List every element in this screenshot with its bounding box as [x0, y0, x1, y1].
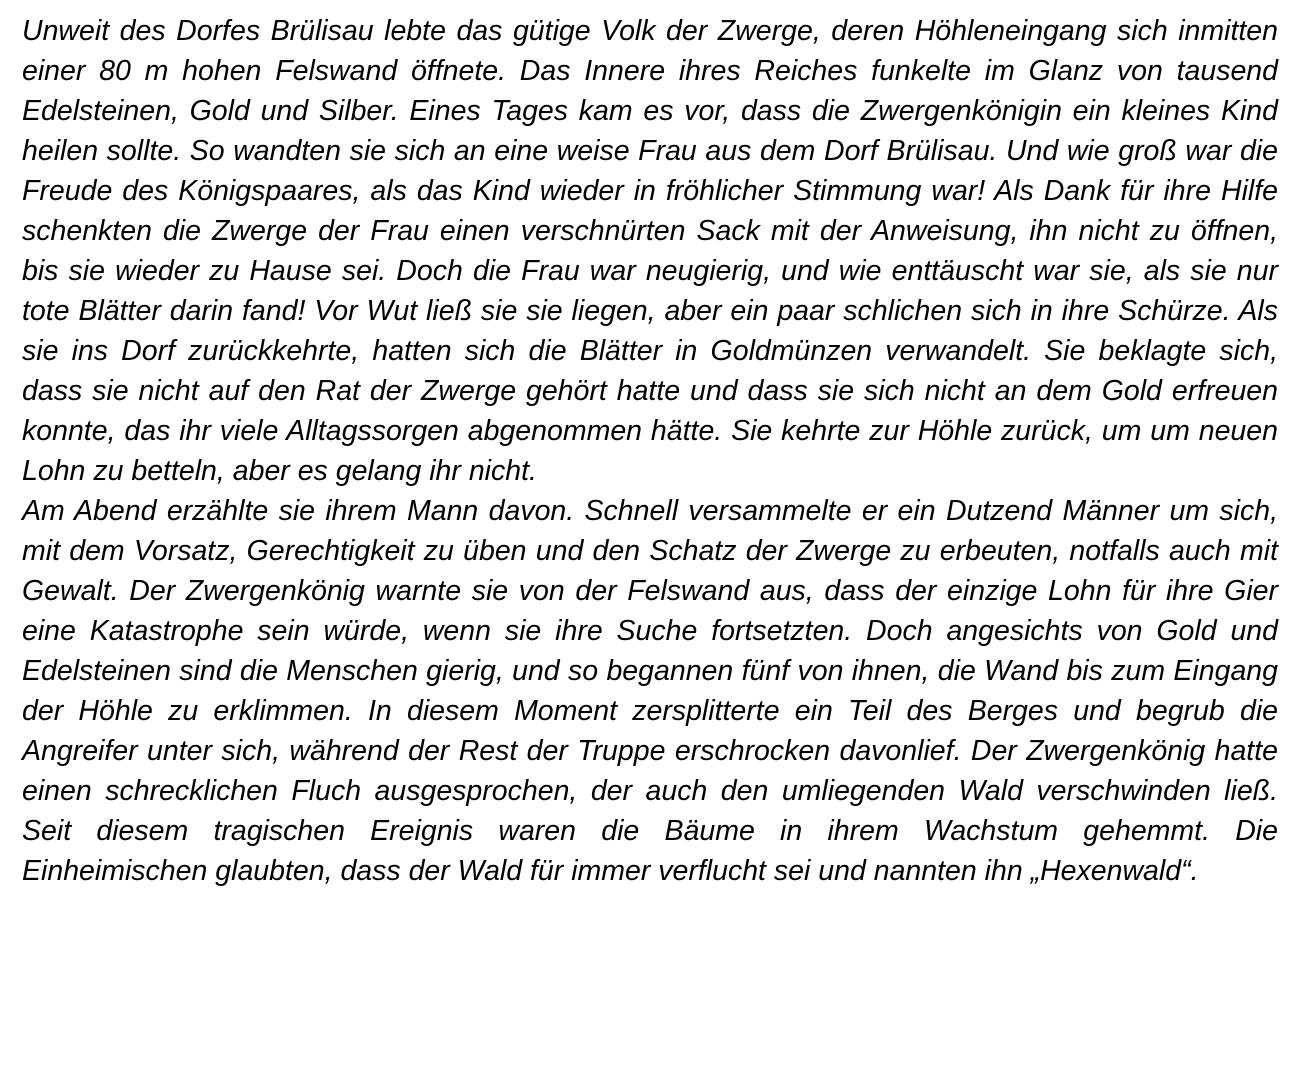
- paragraph-1: Unweit des Dorfes Brülisau lebte das gütige Volk der Zwerge, deren Höhleneingang sich inmitten einer 80 m hohen Felswand öffnete. Das Innere ihres Reiches funkelte im Glanz von tausend Edelsteinen, Gold und Silber. Eines Tages kam es vor, dass die Zwergenkönigin ein kleines Kind heilen sollte. So wandten sie sich an eine weise Frau aus dem Dorf Brülisau. Und wie groß war die Freude des Königspaares, als das Kind wieder in fröhlicher Stimmung war! Als Dank für ihre Hilfe schenkten die Zwerge der Frau einen verschnürten Sack mit der Anweisung, ihn nicht zu öffnen, bis sie wieder zu Hause sei. Doch die Frau war neugierig, und wie enttäuscht war sie, als sie nur tote Blätter darin fand! Vor Wut ließ sie sie liegen, aber ein paar schlichen sich in ihre Schürze. Als sie ins Dorf zurückkehrte, hatten sich die Blätter in Goldmünzen verwandelt. Sie beklagte sich, dass sie nicht auf den Rat der Zwerge gehört hatte und dass sie sich nicht an dem Gold erfreuen konnte, das ihr viele Alltagssorgen abgenommen hätte. Sie kehrte zur Höhle zurück, um um neuen Lohn zu betteln, aber es gelang ihr nicht.: [22, 15, 1278, 487]
- document-body: [22, 11, 1278, 891]
- paragraph-2: Am Abend erzählte sie ihrem Mann davon. Schnell versammelte er ein Dutzend Männer um sich, mit dem Vorsatz, Gerechtigkeit zu üben und den Schatz der Zwerge zu erbeuten, notfalls auch mit Gewalt. Der Zwergenkönig warnte sie von der Felswand aus, dass der einzige Lohn für ihre Gier eine Katastrophe sein würde, wenn sie ihre Suche fortsetzten. Doch angesichts von Gold und Edelsteinen sind die Menschen gierig, und so begannen fünf von ihnen, die Wand bis zum Eingang der Höhle zu erklimmen. In diesem Moment zersplitterte ein Teil des Berges und begrub die Angreifer unter sich, während der Rest der Truppe erschrocken davonlief. Der Zwergenkönig hatte einen schrecklichen Fluch ausgesprochen, der auch den umliegenden Wald verschwinden ließ. Seit diesem tragischen Ereignis waren die Bäume in ihrem Wachstum gehemmt. Die Einheimischen glaubten, dass der Wald für immer verflucht sei und nannten ihn „Hexenwald“.: [22, 495, 1278, 887]
